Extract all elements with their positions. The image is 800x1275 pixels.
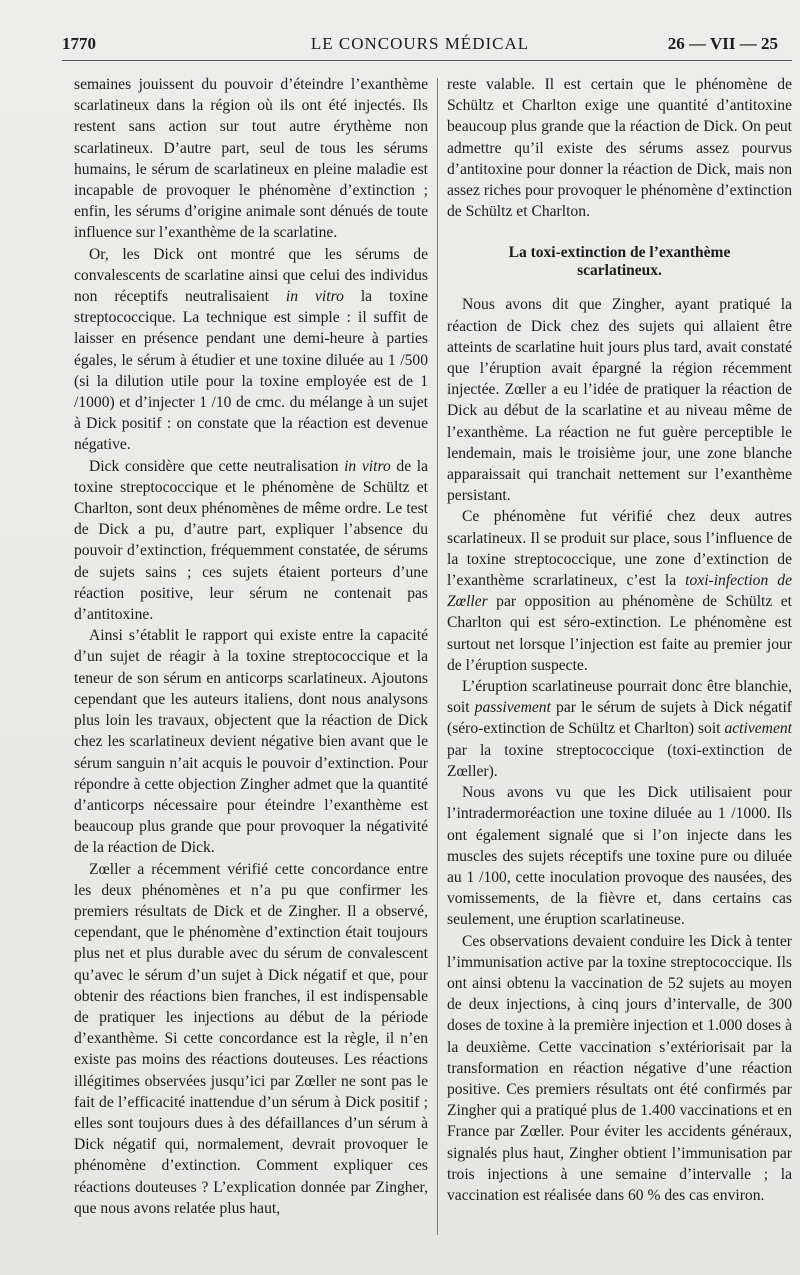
paragraph: L’éruption scarlatineuse pourrait donc être blanchie, soit passivement par le sérum de sujets à Dick négatif (séro-extinction de Schültz et Charlton) soit activement par la toxine streptococcique (toxi-extinction de Zœller). (447, 678, 792, 780)
paragraph: Or, les Dick ont montré que les sérums de convalescents de scarlatine ainsi que celui des individus non réceptifs neutralisaient in vitro la toxine streptococcique. La technique est simple : il suffit de laisser en présence pendant une demi-heure à parties égales, le sérum à étudier et une toxine diluée au 1 /500 (si la dilution utile pour la toxine employée est de 1 /1000) et d’injecter 1 /10 de cmc. du mélange à un sujet à Dick positif : on constate que la réaction est devenue négative. (74, 245, 429, 454)
paragraph: semaines jouissent du pouvoir d’éteindre l’exanthème scarlatineux dans la région où ils ont été injectés. Ils restent sans action sur tout autre érythème non scarlatineux. D’autre part, seul de tous les sérums humains, le sérum de scarlatineux en pleine maladie est incapable de provoquer le phénomène d’extinction ; enfin, les sérums d’origine animale sont dénués de toute influence sur l’exanthème de la scarlatine. (74, 76, 428, 242)
running-header (62, 34, 778, 56)
paragraph: reste valable. Il est certain que le phénomène de Schültz et Charlton exige une quantité d’antitoxine beaucoup plus grande que la réaction de Dick. On peut admettre qu’il existe des sérums assez pourvus d’antitoxine pour donner la réaction de Dick, mais non assez riches pour provoquer le phénomène d’extinction de Schültz et Charlton. (447, 76, 792, 221)
paragraph: Zœller a récemment vérifié cette concordance entre les deux phénomènes et n’a pu que confirmer les premiers résultats de Dick et de Zingher. Il a observé, cependant, que le phénomène d’extinction était toujours plus net et plus durable avec du sérum de convalescent qu’avec le sérum d’un sujet à Dick négatif et que, pour obtenir des réactions bien franches, il est indispensable de pratiquer les injections au début de la période d’exanthème. Si cette concordance est la règle, il n’en existe pas moins des réactions douteuses. Les réactions illégitimes observées jusqu’ici par Zœller ne sont pas le fait de l’efficacité inattendue d’un sérum à Dick positif ; elles sont toujours dues à des défaillances d’un sérum à Dick négatif qui, normalement, devrait provoquer le phénomène d’extinction. Comment expliquer ces réactions douteuses ? L’explication donnée par Zingher, que nous avons relatée plus haut, (74, 860, 428, 1217)
paragraph: Nous avons dit que Zingher, ayant pratiqué la réaction de Dick chez des sujets qui allaient être atteints de scarlatine huit jours plus tard, avait constaté que l’éruption avait épargné la région récemment injectée. Zœller a eu l’idée de pratiquer la réaction de Dick au début de la scarlatine et au niveau même de l’exanthème. La réaction ne fut guère perceptible le lendemain, mais le troisième jour, une zone blanche apparaissait qui tranchait nettement sur l’exanthème persistant. (447, 296, 792, 505)
left-column (74, 74, 428, 1219)
column-divider (437, 78, 438, 1235)
section-heading: La toxi-extinction de l’exanthème scarlatineux. (508, 244, 731, 280)
paragraph: Ce phénomène fut vérifié chez deux autres scarlatineux. Il se produit sur place, sous l’influence de la toxine streptococcique, une zone d’extinction de l’exanthème scrarlatineux, c’est la toxi-infection de Zœller par opposition au phénomène de Schültz et Charlton qui est séro-extinction. Le phénomène est surtout net lorsque l’injection est faite au premier jour de l’éruption suspecte. (447, 508, 792, 674)
paragraph: Dick considère que cette neutralisation in vitro de la toxine streptococcique et le phénomène de Schültz et Charlton, sont deux phénomènes de même ordre. Le test de Dick a pu, d’autre part, expliquer l’absence du pouvoir d’extinction, fréquemment constatée, de sérums de sujets sains ; ces sujets étaient porteurs d’une réaction positive, leur sérum ne contenait pas d’antitoxine. (74, 457, 429, 624)
paragraph: Ainsi s’établit le rapport qui existe entre la capacité d’un sujet de réagir à la toxine streptococcique et la teneur de son sérum en anticorps scarlatineux. Ajoutons cependant que les auteurs italiens, dont nous analysons plus loin les travaux, objectent que la réaction de Dick chez les scarlatineux devient négative bien avant que le sérum sanguin n’ait acquis le pouvoir d’extinction. Pour répondre à cette objection Zingher admet que la quantité d’anticorps nécessaire pour éteindre l’exanthème est beaucoup plus grande que pour provoquer la négativité de la réaction de Dick. (74, 627, 428, 857)
header-rule (62, 60, 792, 61)
paragraph: Ces observations devaient conduire les Dick à tenter l’immunisation active par la toxine streptococcique. Ils ont ainsi obtenu la vaccination de 52 sujets au moyen de deux injections, à cinq jours d’intervalle, de 300 doses de toxine à la première injection et 1.000 doses à la deuxième. Cette vaccination s’extériorisait par la transformation en réaction négative d’une réaction positive. Ces premiers résultats ont été confirmés par Zingher qui a pratiqué plus de 1.400 vaccinations et en France par Zœller. Pour éviter les accidents généraux, signalés plus haut, Zingher obtient l’immunisation par trois injections à une semaine d’intervalle ; la vaccination est réalisée dans 60 % des cas environ. (447, 932, 792, 1204)
right-column (447, 74, 792, 1206)
issue-date: 26 — VII — 25 (667, 34, 778, 53)
page-number: 1770 (62, 34, 96, 53)
paragraph: Nous avons vu que les Dick utilisaient pour l’intradermoréaction une toxine diluée au 1 /1000. Ils ont également signalé que si l’on injecte dans les muscles des sujets réceptifs une toxine pure ou diluée au 1 /100, cette inoculation provoque des nausées, des vomissements, de la fièvre et, dans certains cas seulement, une éruption scarlatineuse. (447, 784, 792, 929)
journal-title: LE CONCOURS MÉDICAL (310, 34, 530, 53)
